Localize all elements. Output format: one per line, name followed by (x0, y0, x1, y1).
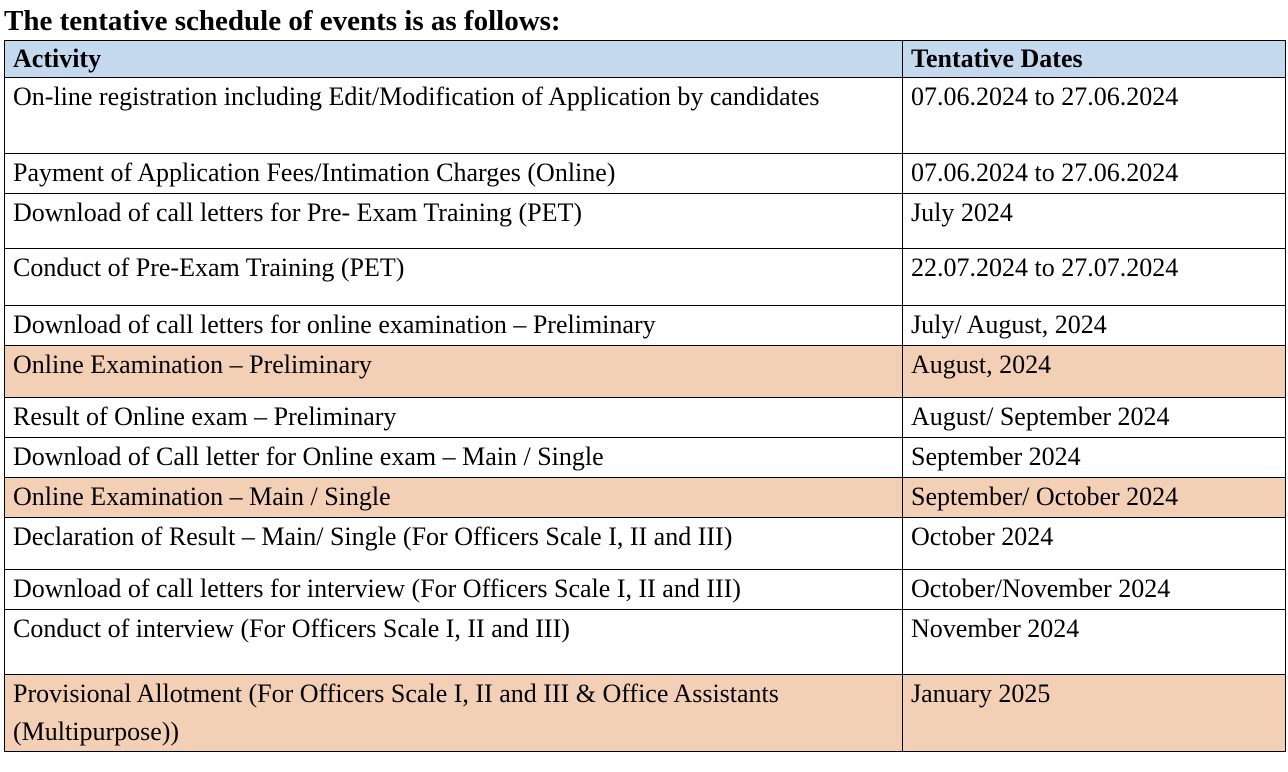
activity-cell: Conduct of Pre-Exam Training (PET) (5, 249, 903, 306)
table-row (5, 675, 1286, 752)
dates-cell: 22.07.2024 to 27.07.2024 (903, 249, 1286, 306)
dates-cell: September 2024 (903, 438, 1286, 478)
header-activity: Activity (5, 41, 903, 78)
activity-cell: Payment of Application Fees/Intimation Charges (Online) (5, 154, 903, 194)
table-row (5, 570, 1286, 610)
activity-cell: Declaration of Result – Main/ Single (For Officers Scale I, II and III) (5, 518, 903, 570)
table-row (5, 154, 1286, 194)
table-row (5, 478, 1286, 518)
dates-cell: January 2025 (903, 675, 1286, 752)
activity-cell: On-line registration including Edit/Modification of Application by candidates (5, 78, 903, 154)
dates-cell: July/ August, 2024 (903, 306, 1286, 346)
activity-cell: Online Examination – Preliminary (5, 346, 903, 398)
dates-cell: August/ September 2024 (903, 398, 1286, 438)
table-row (5, 306, 1286, 346)
table-row (5, 346, 1286, 398)
table-row (5, 398, 1286, 438)
page-heading: The tentative schedule of events is as follows: (4, 5, 561, 37)
activity-cell: Download of call letters for Pre- Exam Training (PET) (5, 194, 903, 249)
table-row (5, 194, 1286, 249)
dates-cell: 07.06.2024 to 27.06.2024 (903, 78, 1286, 154)
activity-cell: Provisional Allotment (For Officers Scale I, II and III & Office Assistants (Multipurpose)) (5, 675, 903, 752)
dates-cell: August, 2024 (903, 346, 1286, 398)
table-row (5, 249, 1286, 306)
activity-cell: Result of Online exam – Preliminary (5, 398, 903, 438)
activity-cell: Online Examination – Main / Single (5, 478, 903, 518)
schedule-table (4, 40, 1286, 752)
dates-cell: July 2024 (903, 194, 1286, 249)
dates-cell: October/November 2024 (903, 570, 1286, 610)
dates-cell: September/ October 2024 (903, 478, 1286, 518)
activity-cell: Download of call letters for online examination – Preliminary (5, 306, 903, 346)
activity-cell: Download of call letters for interview (For Officers Scale I, II and III) (5, 570, 903, 610)
table-row (5, 518, 1286, 570)
table-header-row (5, 41, 1286, 78)
dates-cell: November 2024 (903, 610, 1286, 675)
dates-cell: October 2024 (903, 518, 1286, 570)
header-tentative-dates: Tentative Dates (903, 41, 1286, 78)
table-row (5, 78, 1286, 154)
table-row (5, 610, 1286, 675)
table-row (5, 438, 1286, 478)
dates-cell: 07.06.2024 to 27.06.2024 (903, 154, 1286, 194)
activity-cell: Conduct of interview (For Officers Scale I, II and III) (5, 610, 903, 675)
activity-cell: Download of Call letter for Online exam – Main / Single (5, 438, 903, 478)
